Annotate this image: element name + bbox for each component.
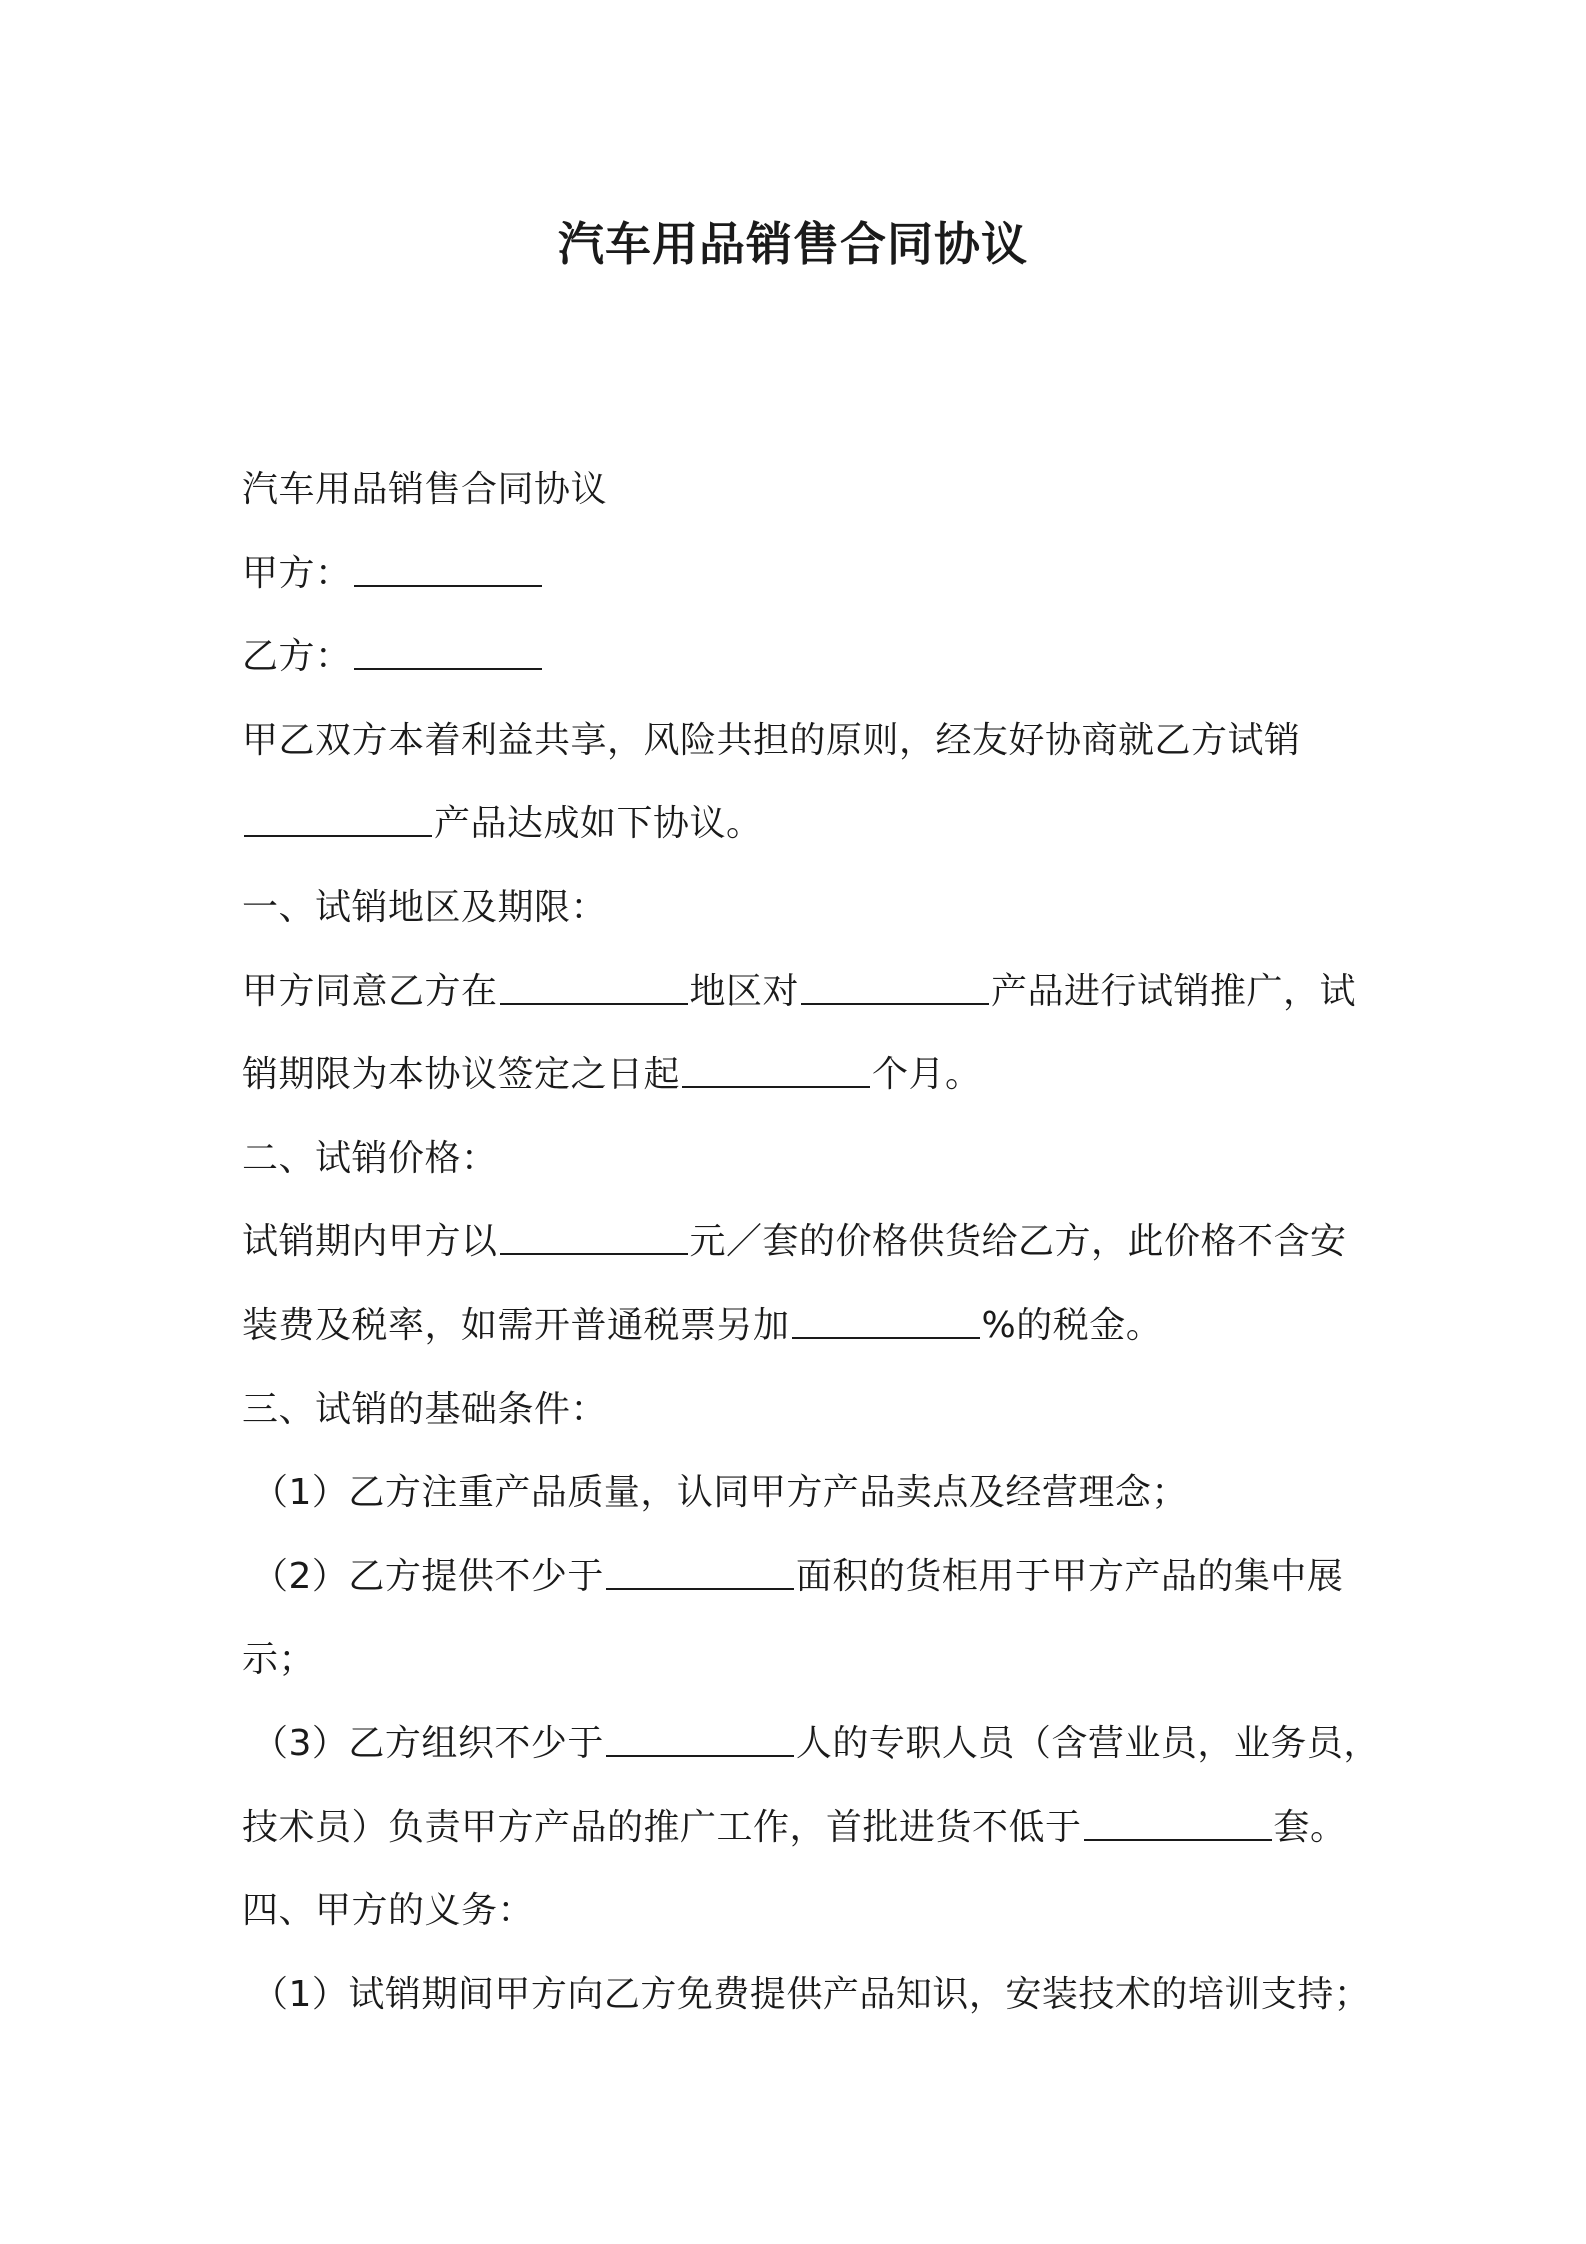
section-2-line-2 <box>242 1284 1372 1368</box>
s1-text-b: 地区对 <box>689 970 800 1012</box>
section-4-item-1: （1）试销期间甲方向乙方免费提供产品知识，安装技术的培训支持； <box>252 1973 1371 2015</box>
months-blank <box>682 1056 870 1088</box>
party-a-blank <box>354 555 542 587</box>
section-3-item-3 <box>242 1702 1380 1786</box>
s3-i3-text-c: 技术员）负责甲方产品的推广工作，首批进货不低于 <box>242 1806 1082 1848</box>
s2-text-d: %的税金。 <box>981 1304 1163 1346</box>
subtitle: 汽车用品销售合同协议 <box>242 469 608 510</box>
s2-text-c: 装费及税率，如需开普通税票另加 <box>242 1304 790 1346</box>
document-body <box>242 448 1380 2036</box>
s3-i3-text-d: 套。 <box>1273 1806 1347 1848</box>
s3-i3-text-a: （3）乙方组织不少于 <box>252 1722 604 1764</box>
tax-rate-blank <box>792 1307 980 1339</box>
section-2-line-1 <box>242 1200 1372 1284</box>
section-2-heading: 二、试销价格： <box>242 1137 498 1179</box>
area-blank <box>606 1558 794 1590</box>
section-3-item-1: （1）乙方注重产品质量，认同甲方产品卖点及经营理念； <box>252 1472 1188 1514</box>
trial-product-blank <box>801 973 989 1005</box>
section-3-item-2-cont: 示； <box>242 1639 316 1681</box>
section-4-heading: 四、甲方的义务： <box>242 1890 535 1932</box>
section-3-heading: 三、试销的基础条件： <box>242 1388 608 1430</box>
party-b-label: 乙方： <box>242 636 352 678</box>
party-b-blank <box>354 638 542 670</box>
first-order-blank <box>1084 1809 1272 1841</box>
party-b-line <box>242 615 1372 699</box>
s3-i3-text-b: 人的专职人员（含营业员，业务员， <box>795 1722 1380 1764</box>
s1-text-a: 甲方同意乙方在 <box>242 970 498 1012</box>
party-a-label: 甲方： <box>242 552 352 594</box>
s2-text-b: 元／套的价格供货给乙方，此价格不含安 <box>689 1221 1347 1263</box>
s1-text-d: 销期限为本协议签定之日起 <box>242 1054 681 1096</box>
intro-line-1: 甲乙双方本着利益共享，风险共担的原则，经友好协商就乙方试销 <box>242 719 1301 761</box>
section-1-line-2 <box>242 1033 1372 1117</box>
s3-i2-text-a: （2）乙方提供不少于 <box>252 1555 604 1597</box>
s2-text-a: 试销期内甲方以 <box>242 1221 498 1263</box>
section-1-line-1 <box>242 950 1372 1034</box>
s1-text-c: 产品进行试销推广，试 <box>991 970 1357 1012</box>
document-title: 汽车用品销售合同协议 <box>558 217 1028 271</box>
section-3-item-2 <box>242 1535 1372 1619</box>
party-a-line <box>242 532 1372 616</box>
section-1-heading: 一、试销地区及期限： <box>242 886 608 928</box>
staff-blank <box>606 1725 794 1757</box>
s1-text-e: 个月。 <box>872 1054 982 1096</box>
s3-i2-text-b: 面积的货柜用于甲方产品的集中展 <box>795 1555 1344 1597</box>
product-blank <box>244 805 432 837</box>
price-blank <box>500 1223 688 1255</box>
section-3-item-3-cont <box>242 1786 1372 1870</box>
intro-line-2 <box>242 782 1372 866</box>
intro-line-2-text: 产品达成如下协议。 <box>434 803 763 845</box>
region-blank <box>500 973 688 1005</box>
